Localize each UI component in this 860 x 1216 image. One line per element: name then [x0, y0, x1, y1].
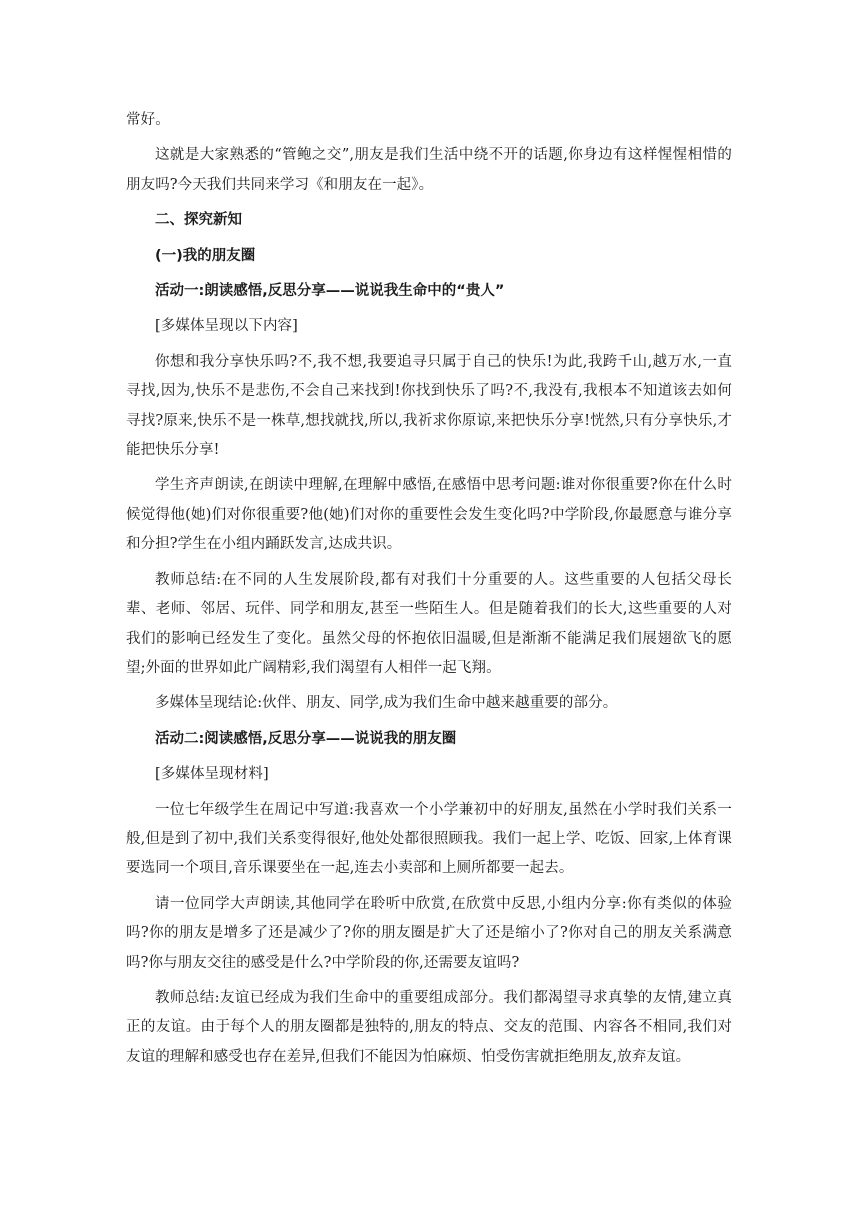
- media-note-one: [多媒体呈现以下内容]: [155, 318, 298, 335]
- paragraph-poem: 你想和我分享快乐吗?不,我不想,我要追寻只属于自己的快乐!为此,我跨千山,越万水,一直寻找,因为,快乐不是悲伤,不会自己来找到!你找到快乐了吗?不,我没有,我根本不知道该去如何寻找?原来,快乐不是一株草,想找就找,所以,我祈求你原谅,来把快乐分享!恍然,只有分享快乐,才能把快乐分享!: [126, 353, 732, 459]
- paragraph-diary: 一位七年级学生在周记中写道:我喜欢一个小学兼初中的好朋友,虽然在小学时我们关系一般,但是到了初中,我们关系变得很好,他处处都很照顾我。我们一起上学、吃饭、回家,上体育课要选同一个项目,音乐课要坐在一起,连去小卖部和上厕所都要一起去。: [126, 801, 732, 877]
- paragraph-continued: 常好。: [126, 112, 170, 128]
- paragraph-intro: 这就是大家熟悉的“管鲍之交”,朋友是我们生活中绕不开的话题,你身边有这样惺惺相惜的朋友吗?今天我们共同来学习《和朋友在一起》。: [126, 147, 732, 193]
- document-page: [126, 106, 732, 1072]
- paragraph-teacher-summary-one: 教师总结:在不同的人生发展阶段,都有对我们十分重要的人。这些重要的人包括父母长辈、老师、邻居、玩伴、同学和朋友,甚至一些陌生人。但是随着我们的长大,这些重要的人对我们的影响已经发生了变化。虽然父母的怀抱依旧温暖,但是渐渐不能满足我们展翅欲飞的愿望;外面的世界如此广阔精彩,我们渴望有人相伴一起飞翔。: [126, 571, 732, 676]
- activity-one-heading: 活动一:朗读感悟,反思分享——说说我生命中的“贵人”: [155, 283, 505, 300]
- paragraph-reading: 学生齐声朗读,在朗读中理解,在理解中感悟,在感悟中思考问题:谁对你很重要?你在什么时候觉得他(她)们对你很重要?他(她)们对你的重要性会发生变化吗?中学阶段,你最愿意与谁分享和分担?学生在小组内踊跃发言,达成共识。: [126, 477, 732, 553]
- subsection-heading: (一)我的朋友圈: [155, 247, 256, 264]
- media-note-two: [多媒体呈现材料]: [155, 766, 269, 783]
- activity-two-heading: 活动二:阅读感悟,反思分享——说说我的朋友圈: [155, 730, 457, 747]
- paragraph-teacher-summary-two: 教师总结:友谊已经成为我们生命中的重要组成部分。我们都渴望寻求真挚的友情,建立真正的友谊。由于每个人的朋友圈都是独特的,朋友的特点、交友的范围、内容各不相同,我们对友谊的理解和感受也存在差异,但我们不能因为怕麻烦、怕受伤害就拒绝朋友,放弃友谊。: [126, 989, 732, 1065]
- paragraph-conclusion: 多媒体呈现结论:伙伴、朋友、同学,成为我们生命中越来越重要的部分。: [155, 695, 618, 712]
- section-heading: 二、探究新知: [155, 212, 242, 229]
- paragraph-discussion: 请一位同学大声朗读,其他同学在聆听中欣赏,在欣赏中反思,小组内分享:你有类似的体验吗?你的朋友是增多了还是减少了?你的朋友圈是扩大了还是缩小了?你对自己的朋友关系满意吗?你与朋友交往的感受是什么?中学阶段的你,还需要友谊吗?: [126, 895, 732, 971]
